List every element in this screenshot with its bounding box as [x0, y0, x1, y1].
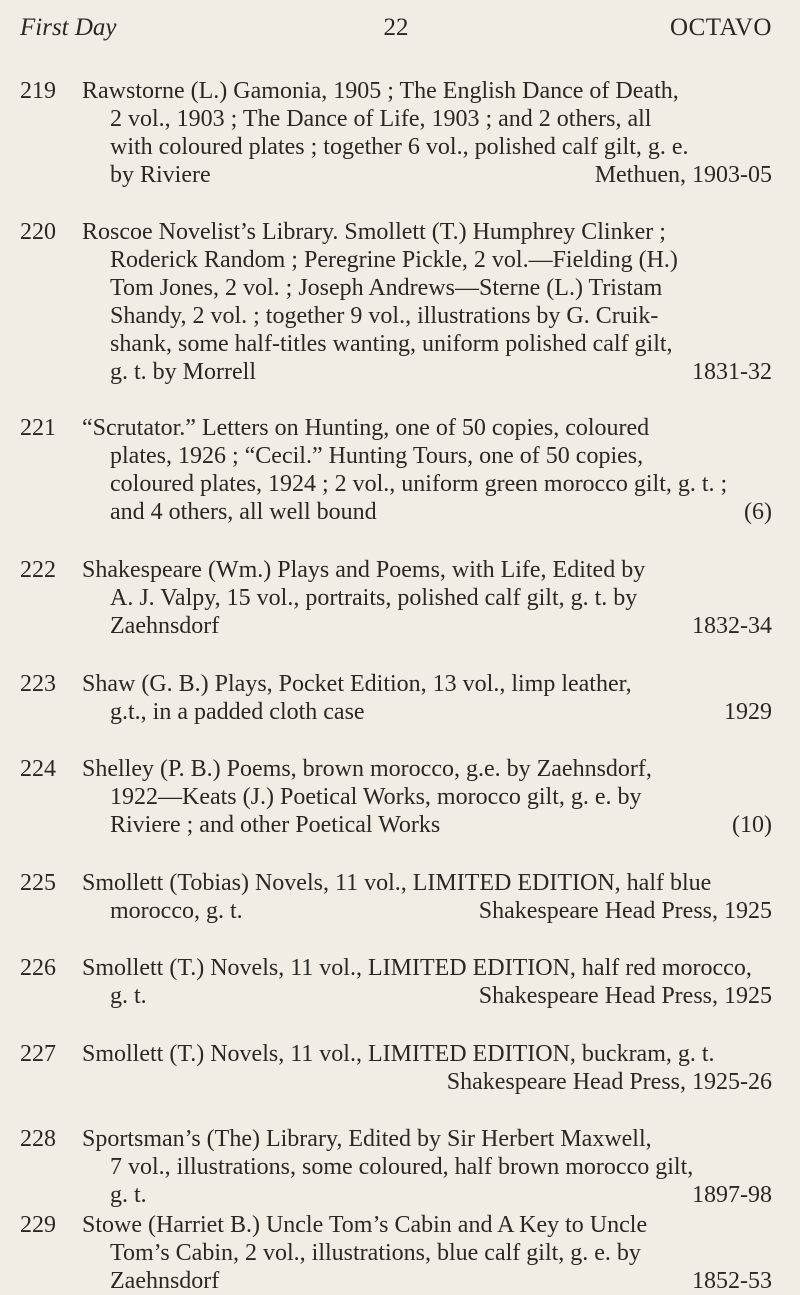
lot-number: 221	[20, 415, 56, 441]
description-line: Smollett (T.) Novels, 11 vol., LIMITED EDITION, buckram, g. t.	[82, 1041, 715, 1067]
lot-description	[82, 755, 772, 839]
header-format: OCTAVO	[670, 14, 772, 41]
description-line: Zaehnsdorf	[110, 1268, 220, 1294]
lot-description	[82, 1125, 772, 1209]
lot-description	[82, 869, 772, 925]
description-line: Stowe (Harriet B.) Uncle Tom’s Cabin and A Key to Uncle	[82, 1212, 648, 1238]
lot-number: 225	[20, 870, 56, 896]
description-line: Tom’s Cabin, 2 vol., illustrations, blue calf gilt, g. e. by	[110, 1240, 641, 1266]
lot-count: (6)	[744, 499, 772, 525]
description-line: Zaehnsdorf	[110, 613, 220, 639]
description-line: shank, some half-titles wanting, uniform polished calf gilt,	[110, 331, 673, 357]
publisher-date: Methuen, 1903-05	[594, 162, 772, 188]
description-line: g. t.	[110, 1182, 147, 1208]
header-day: First Day	[20, 14, 117, 41]
lot-number: 222	[20, 557, 56, 583]
description-line: and 4 others, all well bound	[110, 499, 377, 525]
publisher-date: 1929	[724, 699, 772, 725]
lot-description	[82, 670, 772, 726]
lot-description	[82, 414, 772, 526]
description-line: Shaw (G. B.) Plays, Pocket Edition, 13 vol., limp leather,	[82, 671, 632, 697]
lot-number: 226	[20, 955, 56, 981]
description-line: “Scrutator.” Letters on Hunting, one of 50 copies, coloured	[82, 415, 650, 441]
description-line: 2 vol., 1903 ; The Dance of Life, 1903 ; and 2 others, all	[110, 106, 652, 132]
description-line: Shakespeare (Wm.) Plays and Poems, with Life, Edited by	[82, 557, 646, 583]
description-line: 1922—Keats (J.) Poetical Works, morocco gilt, g. e. by	[110, 784, 642, 810]
publisher-date: Shakespeare Head Press, 1925	[478, 898, 772, 924]
lot-description	[82, 1040, 772, 1096]
description-line: Roderick Random ; Peregrine Pickle, 2 vol.—Fielding (H.)	[110, 247, 678, 273]
page-number: 22	[383, 14, 409, 41]
description-line: Riviere ; and other Poetical Works	[110, 812, 441, 838]
description-line: by Riviere	[110, 162, 211, 188]
lot-number: 219	[20, 78, 56, 104]
description-line: Sportsman’s (The) Library, Edited by Sir Herbert Maxwell,	[82, 1126, 652, 1152]
description-line: g. t.	[110, 983, 147, 1009]
publisher-date: 1831-32	[692, 359, 772, 385]
lot-number: 228	[20, 1126, 56, 1152]
lot-number: 229	[20, 1212, 56, 1238]
description-line: Roscoe Novelist’s Library. Smollett (T.) Humphrey Clinker ;	[82, 219, 666, 245]
lot-description	[82, 954, 772, 1010]
description-line: morocco, g. t.	[110, 898, 243, 924]
lot-number: 223	[20, 671, 56, 697]
publisher-date: 1832-34	[692, 613, 772, 639]
publisher-date: Shakespeare Head Press, 1925-26	[446, 1069, 772, 1095]
publisher-date: 1897-98	[692, 1182, 772, 1208]
description-line: coloured plates, 1924 ; 2 vol., uniform green morocco gilt, g. t. ;	[110, 471, 728, 497]
description-line: Shandy, 2 vol. ; together 9 vol., illustrations by G. Cruik-	[110, 303, 659, 329]
publisher-date: 1852-53	[692, 1268, 772, 1294]
description-line: Shelley (P. B.) Poems, brown morocco, g.e. by Zaehnsdorf,	[82, 756, 652, 782]
description-line: Smollett (Tobias) Novels, 11 vol., LIMITED EDITION, half blue	[82, 870, 712, 896]
lot-description	[82, 218, 772, 386]
description-line: plates, 1926 ; “Cecil.” Hunting Tours, one of 50 copies,	[110, 443, 644, 469]
description-line: Smollett (T.) Novels, 11 vol., LIMITED EDITION, half red morocco,	[82, 955, 752, 981]
publisher-date: Shakespeare Head Press, 1925	[478, 983, 772, 1009]
lot-description	[82, 1211, 772, 1295]
description-line: Rawstorne (L.) Gamonia, 1905 ; The English Dance of Death,	[82, 78, 679, 104]
description-line: with coloured plates ; together 6 vol., polished calf gilt, g. e.	[110, 134, 689, 160]
description-line: g.t., in a padded cloth case	[110, 699, 365, 725]
lot-count: (10)	[732, 812, 772, 838]
lot-description	[82, 556, 772, 640]
lot-number: 220	[20, 219, 56, 245]
description-line: 7 vol., illustrations, some coloured, half brown morocco gilt,	[110, 1154, 694, 1180]
description-line: g. t. by Morrell	[110, 359, 256, 385]
lot-description	[82, 77, 772, 189]
lot-number: 224	[20, 756, 56, 782]
description-line: Tom Jones, 2 vol. ; Joseph Andrews—Sterne (L.) Tristam	[110, 275, 663, 301]
lot-number: 227	[20, 1041, 56, 1067]
description-line: A. J. Valpy, 15 vol., portraits, polished calf gilt, g. t. by	[110, 585, 638, 611]
